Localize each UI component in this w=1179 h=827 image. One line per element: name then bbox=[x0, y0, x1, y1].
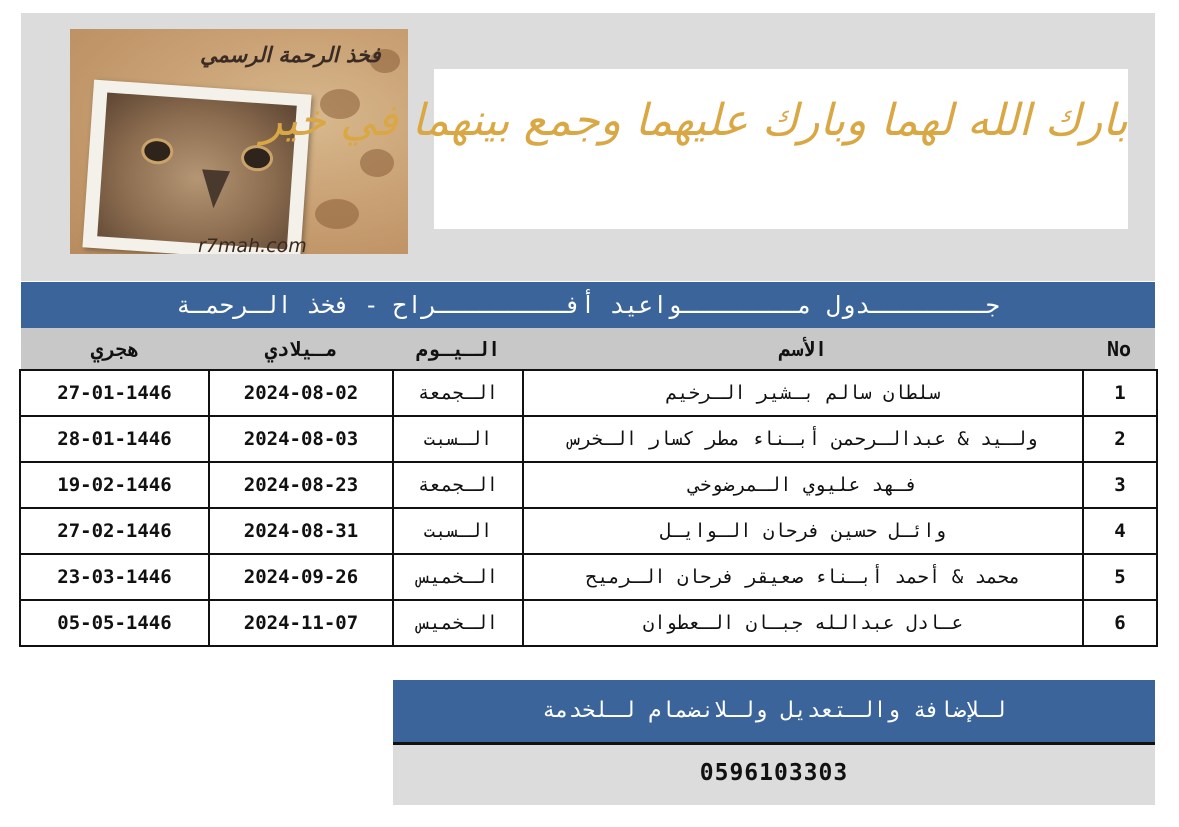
cell-hijri: 05-05-1446 bbox=[20, 600, 209, 646]
pattern-spot bbox=[360, 149, 394, 177]
cell-name: ولـيد & عبدالـرحمن أبـناء مطر كسار الـخرس bbox=[523, 416, 1083, 462]
table-row bbox=[20, 508, 1157, 554]
cell-no: 3 bbox=[1083, 462, 1157, 508]
header-day: الـيـوم bbox=[415, 337, 501, 361]
cell-day: الـخميس bbox=[393, 600, 523, 646]
pattern-spot bbox=[315, 199, 359, 229]
falcon-beak-icon bbox=[199, 169, 230, 209]
column-header-row bbox=[21, 328, 1155, 370]
table-row bbox=[20, 370, 1157, 416]
calligraphy-banner bbox=[261, 69, 1128, 229]
cell-day: الـسبت bbox=[393, 508, 523, 554]
table-row bbox=[20, 554, 1157, 600]
header-hijri: هجري bbox=[90, 337, 140, 361]
schedule-table bbox=[19, 369, 1158, 647]
falcon-eye-icon bbox=[140, 137, 174, 165]
cell-hijri: 28-01-1446 bbox=[20, 416, 209, 462]
cell-gregorian: 2024-11-07 bbox=[209, 600, 393, 646]
cell-hijri: 27-01-1446 bbox=[20, 370, 209, 416]
cell-name: سلطان سالم بـشير الـرخيم bbox=[523, 370, 1083, 416]
contact-label: لـلإضافة والـتعديل ولـلانضمام لـلخدمة bbox=[393, 680, 1155, 742]
logo-url: r7mah.com bbox=[198, 235, 307, 254]
cell-gregorian: 2024-08-02 bbox=[209, 370, 393, 416]
header-name: الأسم bbox=[778, 337, 828, 361]
calligraphy-text: بارك الله لهما وبارك عليهما وجمع بينهما في خير bbox=[261, 95, 1128, 146]
cell-gregorian: 2024-08-23 bbox=[209, 462, 393, 508]
table-row bbox=[20, 462, 1157, 508]
header-no: No bbox=[1106, 337, 1132, 361]
table-title: جــــــــدول مــــــــواعيد أفـــــــــراح - فخذ الـرحمـة bbox=[21, 282, 1155, 328]
cell-day: الـسبت bbox=[393, 416, 523, 462]
cell-no: 6 bbox=[1083, 600, 1157, 646]
table-row bbox=[20, 600, 1157, 646]
cell-hijri: 19-02-1446 bbox=[20, 462, 209, 508]
cell-hijri: 23-03-1446 bbox=[20, 554, 209, 600]
header-gregorian: مـيلادي bbox=[264, 337, 338, 361]
cell-gregorian: 2024-08-03 bbox=[209, 416, 393, 462]
cell-gregorian: 2024-08-31 bbox=[209, 508, 393, 554]
cell-no: 5 bbox=[1083, 554, 1157, 600]
cell-name: محمد & أحمد أبـناء صعيقر فرحان الـرميح bbox=[523, 554, 1083, 600]
cell-day: الـجمعة bbox=[393, 370, 523, 416]
cell-name: عـادل عبدالله جبـان الـعطوان bbox=[523, 600, 1083, 646]
table-row bbox=[20, 416, 1157, 462]
falcon-eye-icon bbox=[240, 144, 274, 172]
cell-no: 4 bbox=[1083, 508, 1157, 554]
cell-hijri: 27-02-1446 bbox=[20, 508, 209, 554]
cell-no: 1 bbox=[1083, 370, 1157, 416]
cell-day: الـجمعة bbox=[393, 462, 523, 508]
cell-gregorian: 2024-09-26 bbox=[209, 554, 393, 600]
cell-name: وائـل حسين فرحان الـوايـل bbox=[523, 508, 1083, 554]
cell-no: 2 bbox=[1083, 416, 1157, 462]
contact-phone[interactable]: 0596103303 bbox=[393, 745, 1155, 805]
logo-title: فخذ الرحمة الرسمي bbox=[200, 43, 381, 67]
cell-day: الـخميس bbox=[393, 554, 523, 600]
cell-name: فـهد عليوي الـمرضوخي bbox=[523, 462, 1083, 508]
